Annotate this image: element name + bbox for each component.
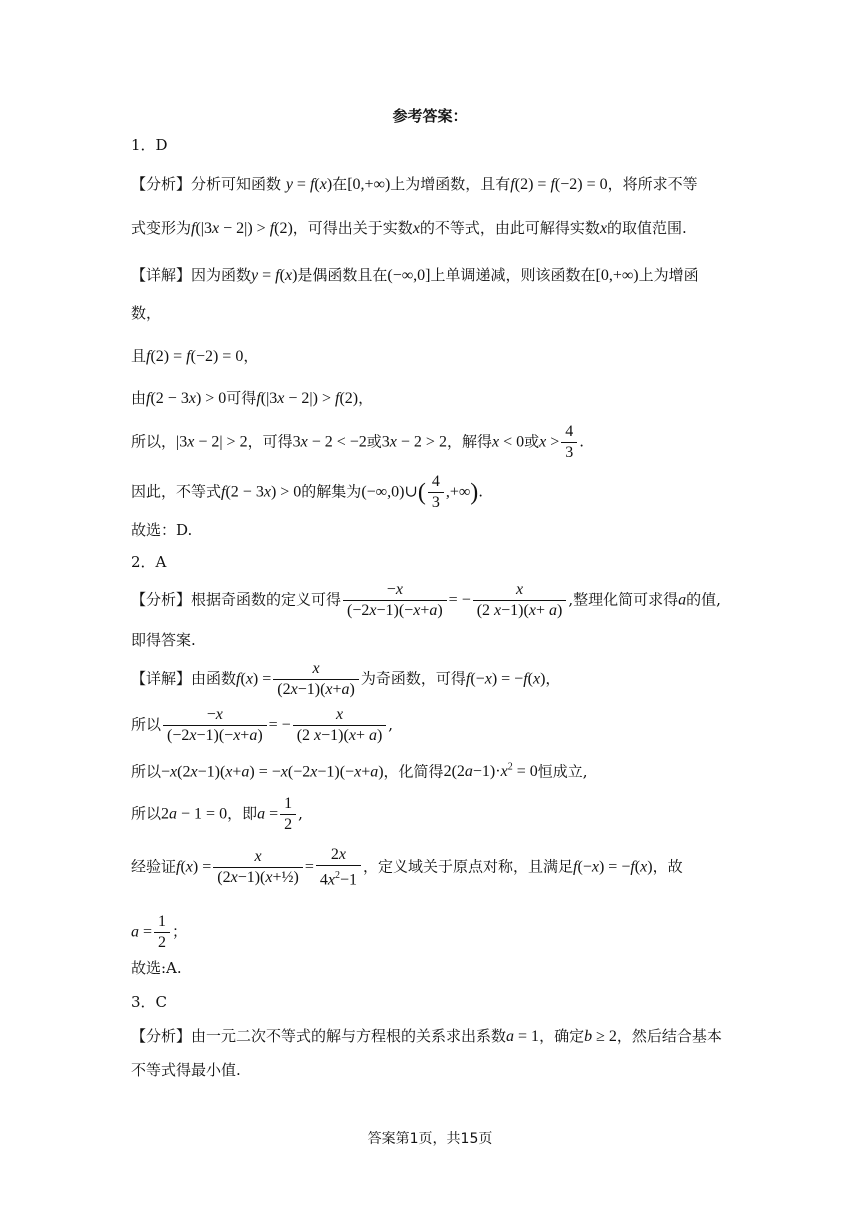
analysis-tag: 【分析】 xyxy=(131,175,192,193)
analysis-tag: 【分析】 xyxy=(131,590,192,609)
text: 上为增函 xyxy=(638,266,699,284)
q2-so-line3: 所以2a − 1 = 0，即a = $\frac{1}{2}$ , xyxy=(131,795,303,833)
q2-so-line1: 所以 $\frac{-x}{(-2x-1)(-x+a)}$ = − $\frac{x}{(2 x-1)(x+ a)}$ , xyxy=(131,706,394,744)
q2-verify-line: 经验证f(x) = $\frac{x}{\text{(2x−1)(x+½)}}$ = $\frac{2x}{4x^2-1}$ ，定义域关于原点对称，且满足f(−x) = −f(x)，故 xyxy=(131,846,683,889)
text: ，故 xyxy=(652,857,683,876)
q1-choice: 故选：D. xyxy=(131,521,193,539)
q3-analysis-line2: 不等式得最小值. xyxy=(131,1061,241,1079)
fraction: $\frac{-x}{(-2x-1)(-x+a)}$ xyxy=(163,705,267,746)
fraction: $\frac{x}{(2 x-1)(x+ a)}$ xyxy=(293,705,387,746)
fraction: $\frac{4}{3}$ xyxy=(428,472,444,513)
fraction: $\frac{1}{2}$ xyxy=(280,794,296,835)
fraction: $\frac{x}{(2 x-1)(x+ a)}$ xyxy=(473,580,567,621)
q2-choice: 故选:A. xyxy=(131,959,182,977)
fraction: $\frac{2x}{4x^2-1}$ xyxy=(316,845,361,890)
text: ，即 xyxy=(227,804,258,823)
q1-analysis-line1: 【分析】分析可知函数 y = f(x)在[0,+∞)上为增函数，且有f(2) = f(−2) = 0，将所求不等 xyxy=(131,175,698,193)
text: 所以， xyxy=(131,432,177,451)
fraction: $\frac{1}{2}$ xyxy=(154,912,170,953)
detail-tag: 【详解】 xyxy=(131,669,192,688)
text: 是偶函数且在 xyxy=(297,266,388,284)
text: 式变形为 xyxy=(131,219,192,237)
text: 的值, xyxy=(686,590,721,609)
text: ，可得出关于实数 xyxy=(292,219,413,237)
text: 分析可知函数 xyxy=(191,175,282,193)
q2-analysis-line1: 【分析】根据奇函数的定义可得 $\frac{-x}{(-2x-1)(-x+a)}$ = − $\frac{x}{(2 x-1)(x+ a)}$ ,整理化简可求得a的值, xyxy=(131,581,721,619)
text: ，解得 xyxy=(446,432,492,451)
page-footer: 答案第1页，共15页 xyxy=(367,1131,493,1147)
text: ，确定 xyxy=(539,1027,585,1045)
text: 所以 xyxy=(131,762,162,781)
text: ，然后结合基本 xyxy=(616,1027,722,1045)
text: 由 xyxy=(131,389,147,407)
text: 可得 xyxy=(226,389,257,407)
q1-detail-line1: 【详解】因为函数y = f(x)是偶函数且在(−∞,0]上单调递减，则该函数在[0,+∞)上为增函 xyxy=(131,266,699,284)
text: 所以 xyxy=(131,804,162,823)
q2-a-value: a = $\frac{1}{2}$ ； xyxy=(131,913,188,951)
fraction: $\frac{x}{(2x-1)(x+a)}$ xyxy=(273,659,359,700)
analysis-tag: 【分析】 xyxy=(131,1027,192,1045)
fraction: $\frac{x}{\text{(2x−1)(x+½)}}$ xyxy=(213,847,303,888)
q2-analysis-line2: 即得答案. xyxy=(131,631,196,649)
text: 经验证 xyxy=(131,857,177,876)
text: 的解集为 xyxy=(301,482,362,501)
text: ,整理化简可求得 xyxy=(568,590,679,609)
text: 的不等式，由此可解得实数 xyxy=(419,219,600,237)
text: 由函数 xyxy=(191,669,237,688)
q3-analysis-line1: 【分析】由一元二次不等式的解与方程根的关系求出系数a = 1，确定b ≥ 2，然后结合基本 xyxy=(131,1027,722,1045)
text: 在 xyxy=(332,175,348,193)
q1-from-line: 由f(2 − 3x) > 0可得f(|3x − 2|) > f(2)， xyxy=(131,389,374,407)
q2-so-line2: 所以−x(2x−1)(x+a) = −x(−2x−1)(−x+a)，化简得$2(2a-1)\cdot x^2 = 0$恒成立, xyxy=(131,762,588,781)
text: ，化简得 xyxy=(383,762,444,781)
text: 上单调递减，则该函数在 xyxy=(430,266,596,284)
text: 因为函数 xyxy=(191,266,252,284)
page-title: 参考答案： xyxy=(392,107,468,125)
q1-and-line: 且f(2) = f(−2) = 0， xyxy=(131,347,259,365)
text: 或 xyxy=(366,432,382,451)
text: ，可得 xyxy=(247,432,293,451)
fraction: $\frac{-x}{(-2x-1)(-x+a)}$ xyxy=(343,580,447,621)
text: 且 xyxy=(131,347,147,365)
text: ，定义域关于原点对称，且满足 xyxy=(363,857,574,876)
detail-tag: 【详解】 xyxy=(131,266,192,284)
q2-detail-line: 【详解】由函数f(x) = $\frac{x}{(2x-1)(x+a)}$ 为奇函数，可得f(−x) = −f(x)， xyxy=(131,660,561,698)
q2-number: 2．A xyxy=(131,553,167,571)
q1-so-line: 所以，|3x − 2| > 2，可得3x − 2 < −2或3x − 2 > 2，解得x < 0或x > $\frac{4}{3}$ . xyxy=(131,423,585,461)
q1-analysis-line2: 式变形为f(|3x − 2|) > f(2)，可得出关于实数x的不等式，由此可解得实数x的取值范围. xyxy=(131,219,687,237)
text: 根据奇函数的定义可得 xyxy=(191,590,342,609)
text: 由一元二次不等式的解与方程根的关系求出系数 xyxy=(191,1027,507,1045)
q3-number: 3．C xyxy=(131,993,168,1011)
text: 恒成立, xyxy=(537,762,588,781)
q1-detail-line2: 数， xyxy=(131,304,162,322)
text: 因此，不等式 xyxy=(131,482,222,501)
text: 的取值范围. xyxy=(607,219,687,237)
text: ，将所求不等 xyxy=(607,175,698,193)
q1-therefore-line: 因此，不等式f(2 − 3x) > 0的解集为(−∞,0)∪( $\frac{4}{3}$ ,+∞). xyxy=(131,473,484,511)
text: 所以 xyxy=(131,715,162,734)
text: 为奇函数，可得 xyxy=(360,669,466,688)
fraction: $\frac{4}{3}$ xyxy=(561,422,577,463)
text: 上为增函数，且有 xyxy=(390,175,511,193)
q1-number: 1．D xyxy=(131,136,168,154)
text: 或 xyxy=(524,432,540,451)
